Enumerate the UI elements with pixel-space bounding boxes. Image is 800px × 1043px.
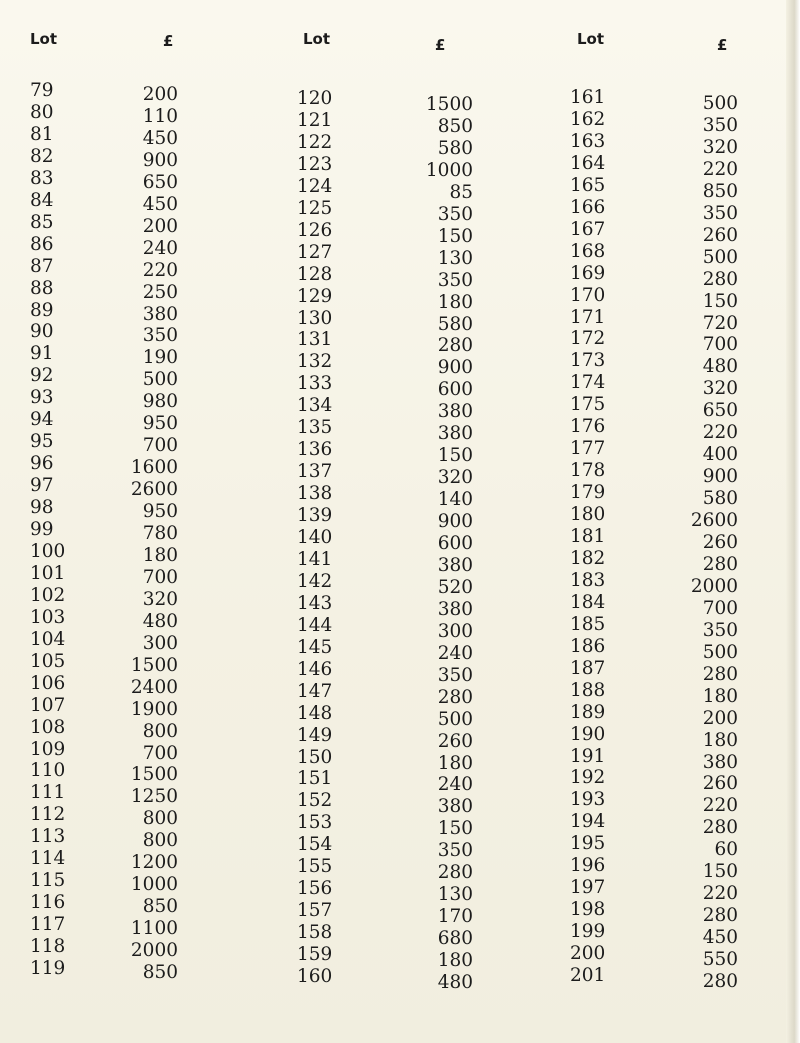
lot-number: 136 xyxy=(297,439,333,461)
lot-header: Lot xyxy=(577,30,605,48)
price-value: 400 xyxy=(702,444,738,466)
lot-number: 91 xyxy=(30,343,54,365)
price-value: 280 xyxy=(702,971,738,992)
price-value: 1000 xyxy=(130,874,178,896)
price-value: 950 xyxy=(142,501,178,523)
lot-number: 115 xyxy=(30,870,66,892)
lot-number: 90 xyxy=(30,321,54,343)
price-value: 380 xyxy=(437,554,473,576)
lot-number: 83 xyxy=(30,167,54,189)
price-value: 320 xyxy=(702,378,738,400)
price-value: 110 xyxy=(142,105,178,127)
price-header: £ xyxy=(717,36,728,54)
price-value: 600 xyxy=(437,379,473,401)
lot-number: 128 xyxy=(297,263,333,285)
price-value: 190 xyxy=(142,347,178,369)
price-value: 450 xyxy=(702,927,738,949)
price-value: 850 xyxy=(142,962,178,983)
lot-number: 104 xyxy=(30,628,66,650)
lot-number: 153 xyxy=(297,812,333,834)
lot-number: 142 xyxy=(297,570,333,592)
lot-number: 105 xyxy=(30,650,66,672)
price-value: 900 xyxy=(437,357,473,379)
lot-number: 140 xyxy=(297,527,333,548)
price-value: 140 xyxy=(437,489,473,511)
lot-number: 137 xyxy=(297,461,333,483)
price-value: 980 xyxy=(142,391,178,413)
lot-number: 191 xyxy=(570,745,606,767)
price-value: 200 xyxy=(142,84,178,105)
lot-number: 163 xyxy=(570,130,606,152)
lot-number: 193 xyxy=(570,789,606,811)
lot-number: 160 xyxy=(297,966,333,987)
price-value: 850 xyxy=(702,180,738,202)
lot-number: 195 xyxy=(570,833,606,855)
price-value: 180 xyxy=(702,685,738,707)
price-value: 280 xyxy=(437,335,473,357)
price-value: 250 xyxy=(142,281,178,303)
lot-number: 89 xyxy=(30,299,54,321)
price-value: 320 xyxy=(437,467,473,489)
lot-number: 178 xyxy=(570,460,606,482)
lot-number: 84 xyxy=(30,189,54,211)
price-value: 2400 xyxy=(130,676,178,698)
price-value: 680 xyxy=(437,928,473,950)
price-value: 280 xyxy=(702,817,738,839)
price-value: 1500 xyxy=(130,764,178,786)
price-value: 2000 xyxy=(690,575,738,597)
price-value: 280 xyxy=(702,905,738,927)
lot-header: Lot xyxy=(303,30,331,48)
lot-number: 199 xyxy=(570,921,606,943)
lot-number: 125 xyxy=(297,197,333,219)
price-value: 150 xyxy=(437,225,473,247)
price-value: 500 xyxy=(702,246,738,268)
price-value: 500 xyxy=(702,641,738,663)
lot-number: 150 xyxy=(297,746,333,768)
lot-number: 162 xyxy=(570,108,606,130)
price-value: 300 xyxy=(142,632,178,654)
price-value: 350 xyxy=(437,840,473,862)
lot-number: 197 xyxy=(570,877,606,899)
lot-number: 103 xyxy=(30,606,66,628)
lot-number: 123 xyxy=(297,153,333,175)
lot-number: 130 xyxy=(297,307,333,329)
price-value: 240 xyxy=(437,642,473,664)
price-value: 2000 xyxy=(130,940,178,962)
price-value: 220 xyxy=(702,795,738,817)
price-value: 1200 xyxy=(130,852,178,874)
price-value: 260 xyxy=(437,730,473,752)
lot-number: 93 xyxy=(30,387,54,409)
price-value: 720 xyxy=(702,312,738,334)
lot-number: 87 xyxy=(30,255,54,277)
price-value: 480 xyxy=(437,972,473,993)
lot-number: 107 xyxy=(30,694,66,716)
price-value: 350 xyxy=(702,114,738,136)
lot-number: 173 xyxy=(570,350,606,372)
lot-number: 110 xyxy=(30,760,66,782)
price-value: 1100 xyxy=(130,918,178,940)
price-value: 800 xyxy=(142,830,178,852)
price-value: 380 xyxy=(437,598,473,620)
price-value: 800 xyxy=(142,808,178,830)
lot-number: 124 xyxy=(297,175,333,197)
price-value: 500 xyxy=(437,708,473,730)
lot-number: 118 xyxy=(30,936,66,958)
price-value: 1600 xyxy=(130,457,178,479)
lot-number: 147 xyxy=(297,680,333,702)
lot-number: 138 xyxy=(297,483,333,505)
price-value: 700 xyxy=(702,334,738,356)
price-value: 350 xyxy=(437,203,473,225)
price-value: 320 xyxy=(702,136,738,158)
price-value: 320 xyxy=(142,588,178,610)
lot-number: 155 xyxy=(297,856,333,878)
price-value: 350 xyxy=(142,325,178,347)
lot-number: 114 xyxy=(30,848,66,870)
price-header: £ xyxy=(435,36,446,54)
price-value: 700 xyxy=(142,742,178,764)
price-value: 260 xyxy=(702,224,738,246)
lot-number: 143 xyxy=(297,592,333,614)
price-value: 650 xyxy=(142,171,178,193)
price-value: 350 xyxy=(702,202,738,224)
lot-number: 112 xyxy=(30,804,66,826)
lot-number: 171 xyxy=(570,306,606,328)
lot-number: 139 xyxy=(297,505,333,527)
price-value: 180 xyxy=(437,291,473,313)
lot-number: 82 xyxy=(30,145,54,167)
lot-number: 106 xyxy=(30,672,66,694)
lot-number: 135 xyxy=(297,417,333,439)
price-value: 900 xyxy=(142,149,178,171)
price-value: 300 xyxy=(437,620,473,642)
price-value: 550 xyxy=(702,949,738,971)
lot-number: 98 xyxy=(30,497,54,519)
price-value: 260 xyxy=(702,532,738,553)
price-value: 450 xyxy=(142,127,178,149)
price-value: 500 xyxy=(142,369,178,391)
price-value: 900 xyxy=(437,511,473,533)
lot-number: 188 xyxy=(570,679,606,701)
lot-number: 133 xyxy=(297,373,333,395)
price-value: 850 xyxy=(437,115,473,137)
lot-number: 151 xyxy=(297,768,333,790)
lot-number: 152 xyxy=(297,790,333,812)
lot-number: 172 xyxy=(570,328,606,350)
price-value: 180 xyxy=(142,544,178,566)
lot-number: 156 xyxy=(297,878,333,900)
lot-number: 201 xyxy=(570,965,606,986)
lot-number: 94 xyxy=(30,409,54,431)
lot-number: 116 xyxy=(30,892,66,914)
lot-number: 92 xyxy=(30,365,54,387)
lot-number: 165 xyxy=(570,174,606,196)
price-value: 1000 xyxy=(425,159,473,181)
price-value: 200 xyxy=(142,215,178,237)
lot-number: 187 xyxy=(570,657,606,679)
lot-number: 184 xyxy=(570,591,606,613)
price-value: 580 xyxy=(437,313,473,335)
lot-number: 180 xyxy=(570,504,606,526)
lot-number: 166 xyxy=(570,196,606,218)
lot-number: 100 xyxy=(30,540,66,562)
lot-number: 122 xyxy=(297,131,333,153)
lot-number: 169 xyxy=(570,262,606,284)
lot-number: 157 xyxy=(297,900,333,922)
price-value: 380 xyxy=(437,423,473,445)
price-value: 350 xyxy=(702,619,738,641)
price-value: 850 xyxy=(142,896,178,918)
lot-number: 134 xyxy=(297,395,333,417)
lot-number: 181 xyxy=(570,526,606,547)
price-value: 180 xyxy=(437,752,473,774)
price-value: 380 xyxy=(702,751,738,773)
price-value: 1900 xyxy=(130,698,178,720)
price-value: 580 xyxy=(437,137,473,159)
lot-number: 79 xyxy=(30,80,54,101)
lot-number: 182 xyxy=(570,547,606,569)
price-value: 280 xyxy=(702,663,738,685)
price-value: 180 xyxy=(702,729,738,751)
lot-number: 121 xyxy=(297,109,333,131)
lot-number: 159 xyxy=(297,944,333,966)
lot-number: 80 xyxy=(30,101,54,123)
lot-number: 170 xyxy=(570,284,606,306)
lot-number: 120 xyxy=(297,88,333,109)
lot-number: 175 xyxy=(570,394,606,416)
lot-number: 149 xyxy=(297,724,333,746)
price-value: 130 xyxy=(437,884,473,906)
price-header: £ xyxy=(163,32,174,50)
lot-number: 196 xyxy=(570,855,606,877)
price-value: 1250 xyxy=(130,786,178,808)
lot-number: 109 xyxy=(30,738,66,760)
price-value: 700 xyxy=(142,566,178,588)
page-edge xyxy=(786,0,800,1043)
lot-number: 194 xyxy=(570,811,606,833)
lot-number: 154 xyxy=(297,834,333,856)
price-value: 480 xyxy=(142,610,178,632)
lot-number: 88 xyxy=(30,277,54,299)
price-value: 2600 xyxy=(690,510,738,532)
lot-number: 113 xyxy=(30,826,66,848)
lot-number: 145 xyxy=(297,636,333,658)
price-value: 600 xyxy=(437,533,473,554)
price-value: 480 xyxy=(702,356,738,378)
price-value: 380 xyxy=(437,796,473,818)
lot-number: 189 xyxy=(570,701,606,723)
price-value: 280 xyxy=(437,862,473,884)
lot-number: 186 xyxy=(570,635,606,657)
lot-number: 99 xyxy=(30,519,54,540)
price-value: 350 xyxy=(437,269,473,291)
lot-number: 81 xyxy=(30,123,54,145)
lot-number: 127 xyxy=(297,241,333,263)
price-value: 800 xyxy=(142,720,178,742)
lot-header: Lot xyxy=(30,30,58,48)
lot-number: 126 xyxy=(297,219,333,241)
lot-number: 119 xyxy=(30,958,66,979)
lot-number: 141 xyxy=(297,548,333,570)
price-value: 380 xyxy=(142,303,178,325)
price-value: 900 xyxy=(702,466,738,488)
price-value: 280 xyxy=(437,686,473,708)
lot-number: 148 xyxy=(297,702,333,724)
price-value: 380 xyxy=(437,401,473,423)
price-value: 240 xyxy=(142,237,178,259)
lot-number: 158 xyxy=(297,922,333,944)
price-value: 1500 xyxy=(130,654,178,676)
lot-number: 200 xyxy=(570,943,606,965)
lot-number: 185 xyxy=(570,613,606,635)
price-value: 150 xyxy=(702,290,738,312)
lot-number: 146 xyxy=(297,658,333,680)
price-value: 150 xyxy=(437,818,473,840)
lot-number: 95 xyxy=(30,431,54,453)
price-value: 1500 xyxy=(425,94,473,115)
lot-number: 96 xyxy=(30,453,54,475)
price-value: 130 xyxy=(437,247,473,269)
price-value: 240 xyxy=(437,774,473,796)
price-value: 580 xyxy=(702,488,738,510)
price-value: 520 xyxy=(437,576,473,598)
price-value: 350 xyxy=(437,664,473,686)
lot-number: 164 xyxy=(570,152,606,174)
price-value: 950 xyxy=(142,413,178,435)
lot-number: 102 xyxy=(30,584,66,606)
price-value: 180 xyxy=(437,950,473,972)
price-value: 260 xyxy=(702,773,738,795)
lot-number: 177 xyxy=(570,438,606,460)
price-value: 170 xyxy=(437,906,473,928)
price-value: 220 xyxy=(702,422,738,444)
price-value: 60 xyxy=(714,839,738,861)
price-value: 280 xyxy=(702,268,738,290)
lot-number: 144 xyxy=(297,614,333,636)
lot-number: 129 xyxy=(297,285,333,307)
price-value: 220 xyxy=(142,259,178,281)
lot-number: 111 xyxy=(30,782,66,804)
price-value: 200 xyxy=(702,707,738,729)
price-value: 220 xyxy=(702,883,738,905)
price-value: 85 xyxy=(449,181,473,203)
price-value: 150 xyxy=(437,445,473,467)
lot-number: 108 xyxy=(30,716,66,738)
lot-number: 85 xyxy=(30,211,54,233)
price-value: 700 xyxy=(142,435,178,457)
price-value: 220 xyxy=(702,158,738,180)
lot-number: 167 xyxy=(570,218,606,240)
lot-number: 101 xyxy=(30,562,66,584)
lot-number: 174 xyxy=(570,372,606,394)
lot-number: 132 xyxy=(297,351,333,373)
lot-number: 86 xyxy=(30,233,54,255)
lot-number: 183 xyxy=(570,569,606,591)
lot-number: 176 xyxy=(570,416,606,438)
lot-number: 198 xyxy=(570,899,606,921)
price-value: 700 xyxy=(702,597,738,619)
price-value: 650 xyxy=(702,400,738,422)
price-value: 450 xyxy=(142,193,178,215)
lot-number: 161 xyxy=(570,87,606,108)
lot-number: 190 xyxy=(570,723,606,745)
lot-number: 117 xyxy=(30,914,66,936)
price-value: 280 xyxy=(702,553,738,575)
price-value: 500 xyxy=(702,93,738,114)
lot-number: 179 xyxy=(570,482,606,504)
lot-number: 97 xyxy=(30,475,54,497)
lot-number: 192 xyxy=(570,767,606,789)
lot-number: 131 xyxy=(297,329,333,351)
lot-number: 168 xyxy=(570,240,606,262)
price-value: 2600 xyxy=(130,479,178,501)
price-value: 780 xyxy=(142,523,178,544)
price-value: 150 xyxy=(702,861,738,883)
